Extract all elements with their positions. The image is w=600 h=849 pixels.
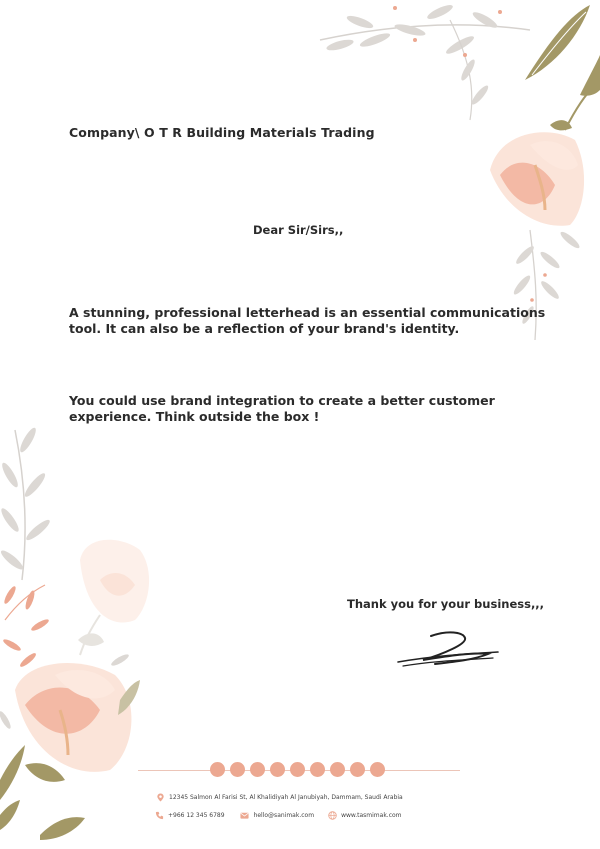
footer-dot [290, 762, 305, 777]
website-text: www.tasmimak.com [341, 812, 402, 819]
footer-phone [155, 811, 225, 820]
footer-dot [310, 762, 325, 777]
globe-icon [328, 811, 337, 820]
signature [393, 628, 503, 673]
letter-closing: Thank you for your business,,, [347, 597, 545, 611]
footer-dot [370, 762, 385, 777]
address-text: 12345 Salmon Al Farisi St, Al Khalidiyah Al Janubiyah, Dammam, Saudi Arabia [169, 794, 403, 801]
footer-dot [210, 762, 225, 777]
floral-decoration-bottom-left [0, 420, 180, 849]
footer-dot [330, 762, 345, 777]
letter-greeting: Dear Sir/Sirs,, [253, 223, 344, 237]
footer-dot [270, 762, 285, 777]
footer-address [156, 793, 403, 802]
footer-dot-row [210, 762, 385, 778]
footer-dot [230, 762, 245, 777]
location-pin-icon [156, 793, 165, 802]
phone-text: +966 12 345 6789 [168, 812, 225, 819]
footer-dot [250, 762, 265, 777]
envelope-icon [239, 811, 250, 820]
phone-icon [155, 811, 164, 820]
footer-email [239, 811, 315, 820]
floral-decoration-top-right [300, 0, 600, 345]
company-name: Company\ O T R Building Materials Trading [69, 125, 375, 140]
footer-dot [350, 762, 365, 777]
footer-website [328, 811, 401, 820]
letter-paragraph-2: You could use brand integration to create a better customer experience. Think outside the box ! [69, 393, 495, 424]
footer-contacts [155, 811, 402, 820]
email-text: hello@sanimak.com [253, 812, 315, 819]
letter-paragraph-1: A stunning, professional letterhead is an essential communications tool. It can also be a reflection of your brand's identity. [69, 305, 546, 336]
